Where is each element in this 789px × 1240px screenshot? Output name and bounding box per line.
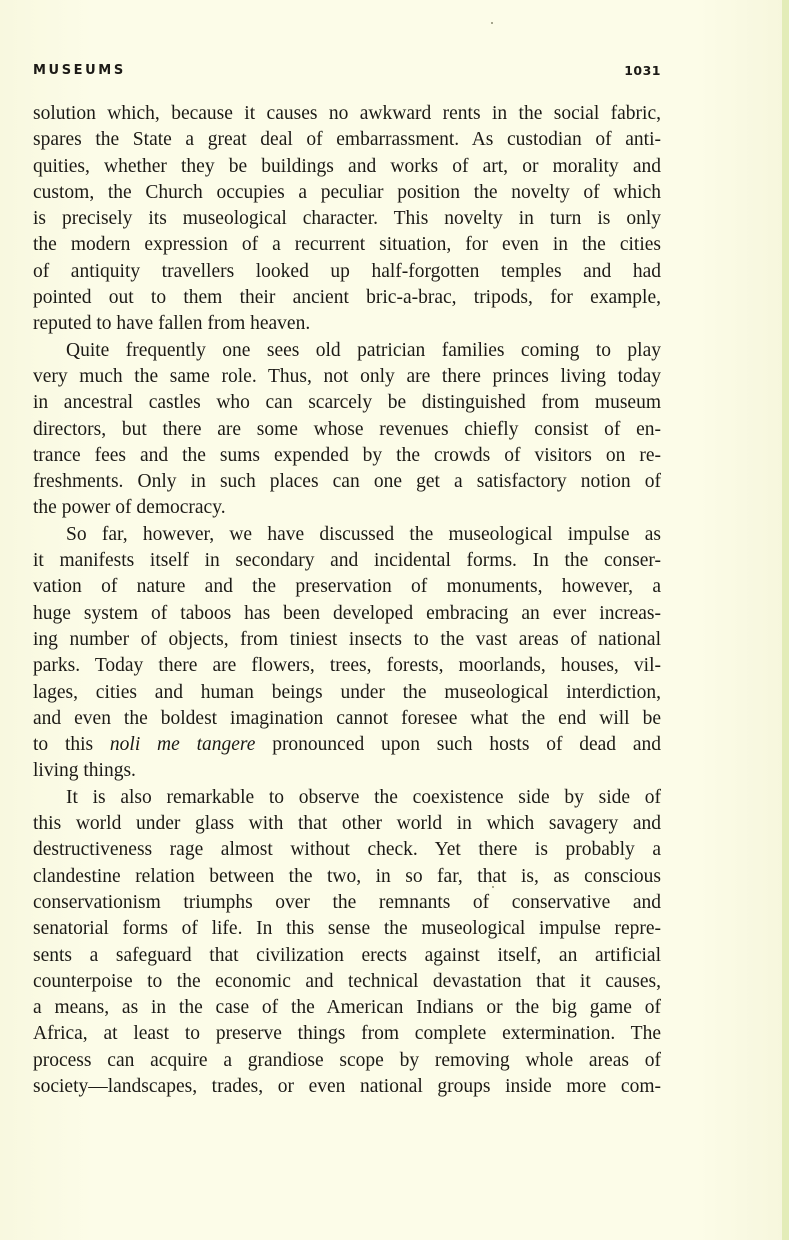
text-line: trance fees and the sums expended by the crowds of visitors on re-	[33, 444, 661, 466]
text-line: reputed to have fallen from heaven.	[33, 313, 311, 335]
text-line: lages, cities and human beings under the museological interdiction,	[33, 681, 661, 703]
italic-phrase: noli me tangere	[109, 734, 256, 756]
text-line: directors, but there are some whose revenues chiefly consist of en-	[33, 418, 661, 440]
text-segment: pronounced upon such hosts of dead and	[255, 734, 661, 756]
text-line: solution which, because it causes no awkward rents in the social fabric,	[33, 103, 661, 124]
page-edge	[782, 0, 789, 1240]
text-line: a means, as in the case of the American Indians or the big game of	[33, 997, 661, 1019]
text-line: and even the boldest imagination cannot foresee what the end will be	[33, 707, 661, 729]
speck	[491, 22, 493, 24]
running-head: MUSEUMS	[33, 63, 126, 78]
text-segment: to this	[33, 734, 110, 756]
text-line: clandestine relation between the two, in so far, that is, as conscious	[33, 865, 661, 887]
text-line: this world under glass with that other world in which savagery and	[33, 813, 661, 835]
text-line: So far, however, we have discussed the museological impulse as	[66, 523, 661, 545]
text-line: living things.	[33, 760, 136, 782]
text-line: counterpoise to the economic and technical devastation that it causes,	[33, 970, 661, 992]
text-line: very much the same role. Thus, not only are there princes living today	[33, 365, 661, 387]
text-line: quities, whether they be buildings and works of art, or morality and	[33, 155, 661, 177]
text-line: vation of nature and the preservation of monuments, however, a	[33, 576, 661, 598]
text-line: sents a safeguard that civilization erects against itself, an artificial	[33, 944, 661, 966]
text-line: It is also remarkable to observe the coexistence side by side of	[66, 786, 661, 808]
text-line: Africa, at least to preserve things from complete extermination. The	[33, 1023, 661, 1045]
text-line: destructiveness rage almost without check. Yet there is probably a	[33, 839, 661, 861]
text-line: freshments. Only in such places can one get a satisfactory notion of	[33, 471, 661, 493]
body-text	[33, 101, 661, 1100]
text-line: conservationism triumphs over the remnants of conservative and	[33, 891, 661, 913]
text-line: in ancestral castles who can scarcely be distinguished from museum	[33, 392, 661, 414]
text-line: pointed out to them their ancient bric-a-brac, tripods, for example,	[33, 287, 661, 309]
text-line-with-italic	[33, 732, 661, 758]
text-line: of antiquity travellers looked up half-forgotten temples and had	[33, 260, 661, 282]
page-number: 1031	[624, 63, 661, 78]
text-line: the power of democracy.	[33, 497, 226, 519]
page-header	[33, 63, 661, 83]
text-line: spares the State a great deal of embarrassment. As custodian of anti-	[33, 129, 661, 151]
text-line: huge system of taboos has been developed embracing an ever increas-	[33, 602, 661, 624]
text-line: senatorial forms of life. In this sense the museological impulse repre-	[33, 918, 661, 940]
text-line: process can acquire a grandiose scope by removing whole areas of	[33, 1049, 661, 1071]
text-line: is precisely its museological character. This novelty in turn is only	[33, 208, 661, 230]
text-line: ing number of objects, from tiniest insects to the vast areas of national	[33, 628, 661, 650]
text-line: custom, the Church occupies a peculiar position the novelty of which	[33, 181, 661, 203]
text-line: Quite frequently one sees old patrician families coming to play	[66, 339, 661, 361]
text-line: parks. Today there are flowers, trees, forests, moorlands, houses, vil-	[33, 655, 661, 677]
text-line: society—landscapes, trades, or even national groups inside more com-	[33, 1075, 661, 1097]
text-line: the modern expression of a recurrent situation, for even in the cities	[33, 234, 661, 256]
text-line: it manifests itself in secondary and incidental forms. In the conser-	[33, 550, 661, 572]
